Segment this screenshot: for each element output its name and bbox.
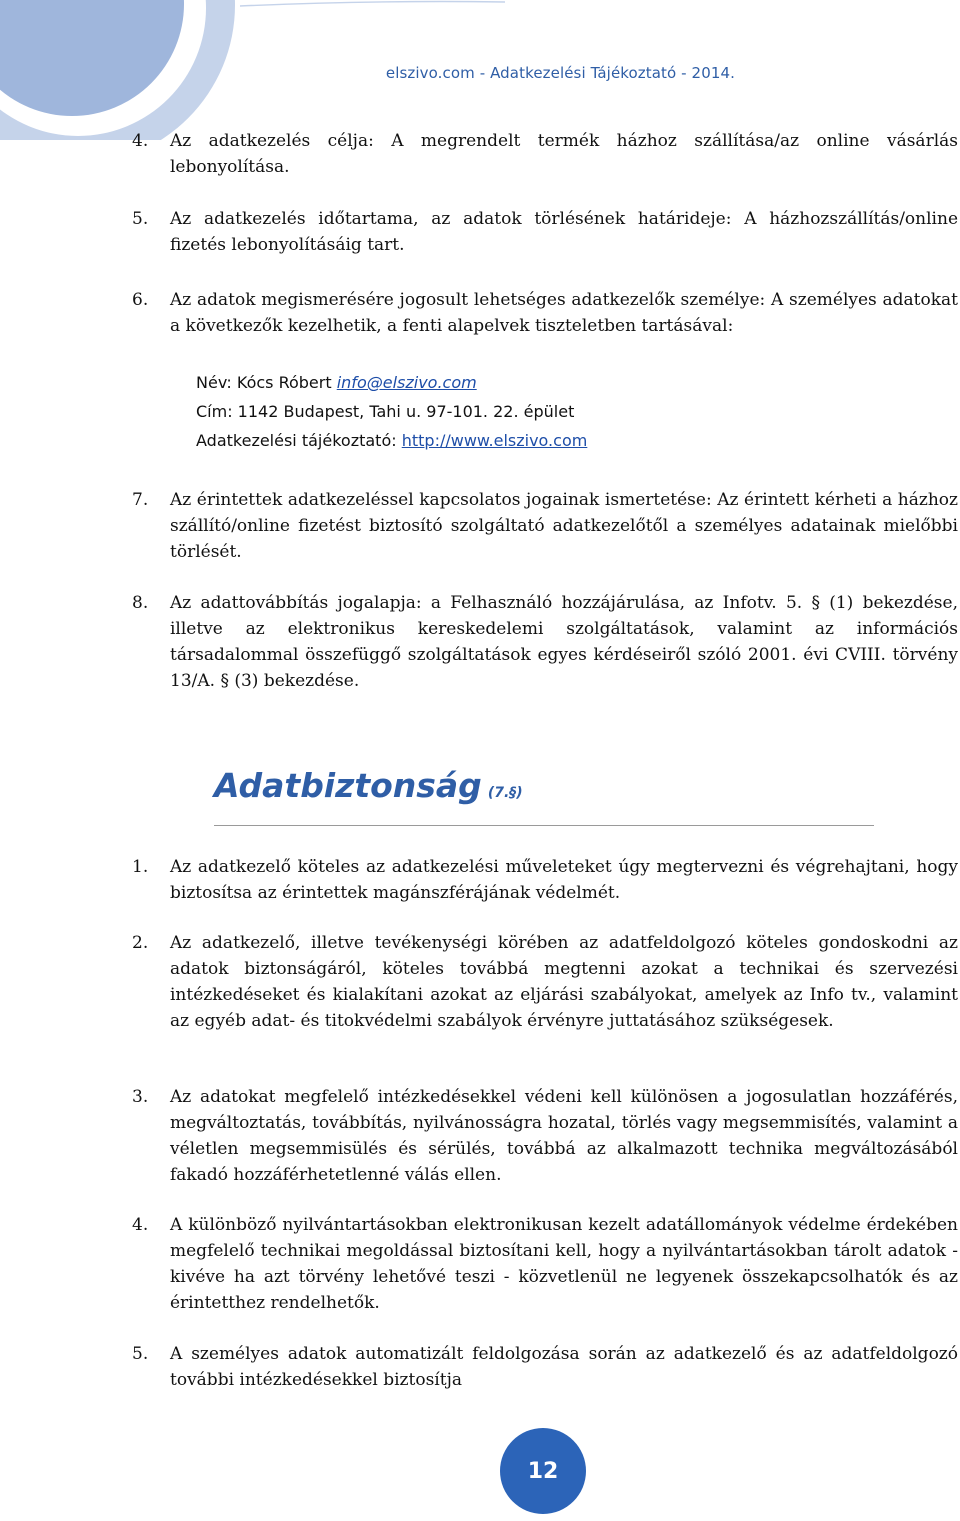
- info-label: Adatkezelési tájékoztató:: [196, 431, 397, 450]
- list-item: [132, 854, 958, 906]
- list-item: [132, 206, 958, 258]
- section-title-text: Adatbiztonság: [214, 766, 482, 805]
- item-number: 7.: [132, 490, 149, 510]
- page-number-badge: [500, 1428, 586, 1514]
- item-number: 5.: [132, 209, 149, 229]
- section-divider: [214, 825, 874, 826]
- contact-name: Név: Kócs Róbert: [196, 373, 332, 392]
- item-text: Az érintettek adatkezeléssel kapcsolatos jogainak ismertetése: Az érintett kérheti a házhoz szállító/online fizetést biztosító szolgáltató adatkezelőtől a személyes adatainak mielőbbi törlését.: [170, 490, 958, 562]
- contact-name-line: [196, 368, 587, 397]
- email-link[interactable]: info@elszivo.com: [336, 373, 477, 392]
- list-item: [132, 930, 958, 1034]
- item-text: Az adatkezelő köteles az adatkezelési műveleteket úgy megtervezni és végrehajtani, hogy biztosítsa az érintettek magánszférájának védelmét.: [170, 857, 958, 903]
- item-number: 6.: [132, 290, 149, 310]
- item-number: 3.: [132, 1087, 149, 1107]
- list-item: [132, 1084, 958, 1188]
- list-item: [132, 1212, 958, 1316]
- list-item: [132, 128, 958, 180]
- item-text: Az adatok megismerésére jogosult lehetséges adatkezelők személye: A személyes adatokat a következők kezelhetik, a fenti alapelvek tiszteletben tartásával:: [170, 290, 958, 336]
- contact-address: Cím: 1142 Budapest, Tahi u. 97-101. 22. épület: [196, 402, 575, 421]
- item-number: 8.: [132, 593, 149, 613]
- item-number: 2.: [132, 933, 149, 953]
- info-url-link[interactable]: http://www.elszivo.com: [401, 431, 588, 450]
- item-text: A különböző nyilvántartásokban elektronikusan kezelt adatállományok védelme érdekében megfelelő technikai megoldással biztosítani kell, hogy a nyilvántartásokban tárolt adatok - kivéve ha azt törvény lehetővé teszi - közvetlenül ne legyenek összekapcsolhatók és az érintetthez rendelhetők.: [170, 1215, 958, 1313]
- list-item: [132, 590, 958, 694]
- contact-info-line: [196, 426, 587, 455]
- header-title: elszivo.com - Adatkezelési Tájékoztató - 2014.: [385, 64, 735, 82]
- page-number: 12: [527, 1458, 559, 1484]
- item-number: 4.: [132, 131, 149, 151]
- section-heading: [214, 766, 523, 805]
- list-item: [132, 287, 958, 339]
- item-text: Az adatkezelő, illetve tevékenységi körében az adatfeldolgozó köteles gondoskodni az adatok biztonságáról, köteles továbbá megtenni azokat a technikai és szervezési intézkedéseket és kialakítani azokat az eljárási szabályokat, amelyek az Info tv., valamint az egyéb adat- és titokvédelmi szabályok érvényre juttatásához szükségesek.: [170, 933, 958, 1031]
- contact-block: [196, 368, 587, 455]
- section-ref: (7.§): [487, 785, 523, 801]
- item-number: 1.: [132, 857, 149, 877]
- item-text: Az adatkezelés időtartama, az adatok törlésének határideje: A házhozszállítás/online fizetés lebonyolításáig tart.: [170, 209, 958, 255]
- item-text: Az adattovábbítás jogalapja: a Felhasználó hozzájárulása, az Infotv. 5. § (1) bekezdése, illetve az elektronikus kereskedelemi szolgáltatások, valamint az információs társadalommal összefüggő szolgáltatások egyes kérdéseiről szóló 2001. évi CVIII. törvény 13/A. § (3) bekezdése.: [170, 593, 958, 691]
- item-text: A személyes adatok automatizált feldolgozása során az adatkezelő és az adatfeldolgozó további intézkedésekkel biztosítja: [170, 1344, 958, 1390]
- item-text: Az adatkezelés célja: A megrendelt termék házhoz szállítása/az online vásárlás lebonyolítása.: [170, 131, 958, 177]
- item-number: 4.: [132, 1215, 149, 1235]
- list-item: [132, 487, 958, 565]
- item-number: 5.: [132, 1344, 149, 1364]
- item-text: Az adatokat megfelelő intézkedésekkel védeni kell különösen a jogosulatlan hozzáférés, megváltoztatás, továbbítás, nyilvánosságra hozatal, törlés vagy megsemmisítés, valamint a véletlen megsemmisülés és sérülés, továbbá az alkalmazott technika megváltozásából fakadó hozzáférhetetlenné válás ellen.: [170, 1087, 958, 1185]
- list-item: [132, 1341, 958, 1393]
